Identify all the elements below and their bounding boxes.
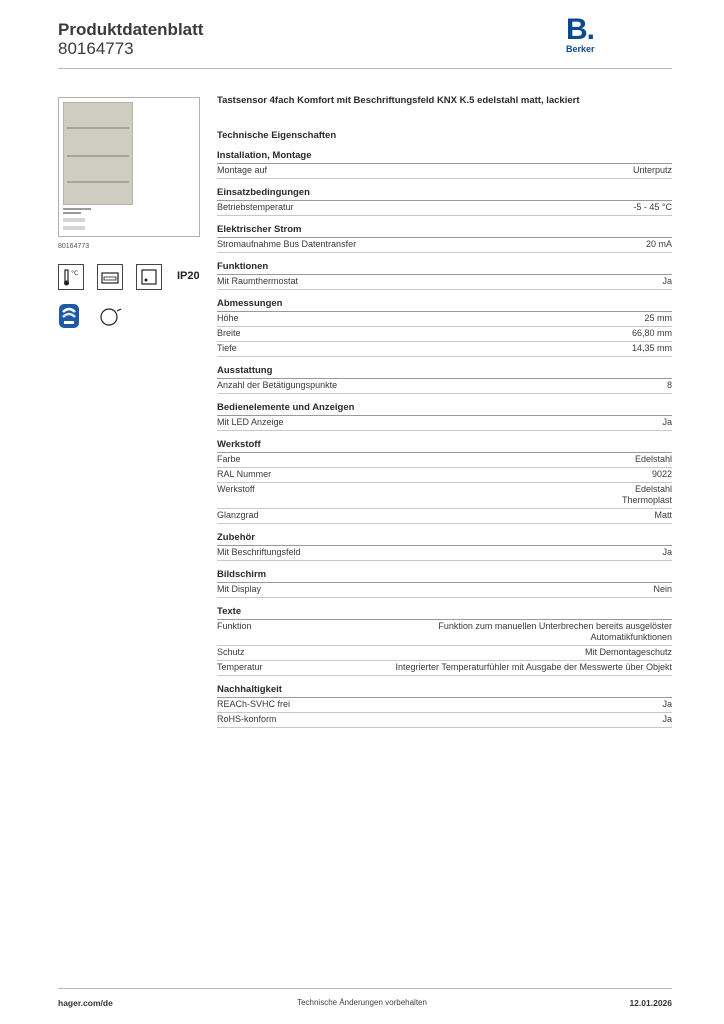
page-header-number: 80164773 — [58, 39, 134, 58]
spec-section — [217, 439, 672, 524]
footer-website-link[interactable]: hager.com/de — [58, 998, 113, 1008]
spec-value-line: 66,80 mm — [631, 328, 672, 338]
spec-value-line: Ja — [662, 276, 672, 286]
spec-section-title: Werkstoff — [217, 439, 672, 453]
spec-value-line: Ja — [662, 699, 672, 709]
spec-value-line: Edelstahl — [634, 484, 672, 494]
spec-value — [662, 714, 672, 725]
spec-key: Breite — [217, 328, 241, 338]
product-image — [58, 97, 200, 237]
spec-row — [217, 327, 672, 342]
spec-row — [217, 453, 672, 468]
spec-value-line: Ja — [662, 547, 672, 557]
spec-value — [667, 380, 672, 391]
spec-row — [217, 583, 672, 598]
spec-value-line: Edelstahl — [634, 454, 672, 464]
spec-key: Mit Raumthermostat — [217, 276, 299, 286]
header-divider — [58, 68, 672, 69]
room-sensor-icon — [136, 264, 162, 290]
spec-key: Temperatur — [217, 662, 263, 672]
spec-table — [217, 150, 672, 736]
spec-value-line: 20 mA — [645, 239, 672, 249]
spec-section — [217, 402, 672, 431]
spec-row — [217, 661, 672, 676]
spec-section — [217, 365, 672, 394]
spec-value-line: Unterputz — [632, 165, 672, 175]
spec-row — [217, 620, 672, 646]
spec-key: Tiefe — [217, 343, 237, 353]
footer-date: 12.01.2026 — [629, 998, 672, 1008]
spec-value — [396, 662, 672, 673]
spec-section — [217, 606, 672, 676]
spec-row — [217, 379, 672, 394]
product-code: 80164773 — [58, 243, 90, 250]
spec-key: Funktion — [217, 621, 252, 631]
spec-row — [217, 238, 672, 253]
spec-key: Höhe — [217, 313, 239, 323]
device-display-icon — [97, 264, 123, 290]
spec-value — [644, 313, 672, 324]
spec-value-line: Thermoplast — [621, 495, 672, 505]
logo-letter: B. — [566, 13, 594, 46]
knx-logo-icon — [58, 303, 80, 329]
spec-row — [217, 275, 672, 290]
spec-value-line: 9022 — [651, 469, 672, 479]
temperature-glyph: °C — [71, 270, 79, 277]
footer-divider — [58, 988, 672, 989]
spec-value-line: Ja — [662, 714, 672, 724]
spec-key: REACh-SVHC frei — [217, 699, 291, 709]
spec-key: RoHS-konform — [217, 714, 277, 724]
spec-section-title: Installation, Montage — [217, 150, 672, 164]
spec-row — [217, 201, 672, 216]
spec-section-title: Bedienelemente und Anzeigen — [217, 402, 672, 416]
spec-value — [585, 647, 672, 658]
spec-row — [217, 468, 672, 483]
spec-value-line: Funktion zum manuellen Unterbrechen bereits ausgelöster — [438, 621, 672, 631]
spec-value — [632, 328, 672, 339]
spec-row — [217, 509, 672, 524]
spec-section-title: Elektrischer Strom — [217, 224, 672, 238]
ip-rating: IP20 — [177, 270, 200, 282]
spec-section-title: Zubehör — [217, 532, 672, 546]
temperature-icon — [58, 264, 84, 290]
spec-key: Mit LED Anzeige — [217, 417, 284, 427]
product-name: Tastsensor 4fach Komfort mit Beschriftungsfeld KNX K.5 edelstahl matt, lackiert — [217, 95, 580, 106]
spec-value — [653, 584, 672, 595]
spec-row — [217, 546, 672, 561]
spec-section-title: Ausstattung — [217, 365, 672, 379]
rotation-icon — [97, 303, 123, 329]
footer-disclaimer: Technische Änderungen vorbehalten — [297, 998, 427, 1007]
spec-key: Mit Beschriftungsfeld — [217, 547, 301, 557]
spec-row — [217, 416, 672, 431]
logo-brand: Berker — [566, 44, 595, 54]
spec-value-line: Nein — [653, 584, 672, 594]
spec-value — [633, 165, 672, 176]
spec-section-title: Nachhaltigkeit — [217, 684, 672, 698]
spec-row — [217, 342, 672, 357]
spec-section — [217, 261, 672, 290]
spec-value-line: Matt — [654, 510, 672, 520]
spec-value — [662, 417, 672, 428]
spec-key: RAL Nummer — [217, 469, 272, 479]
spec-section-title: Abmessungen — [217, 298, 672, 312]
spec-value — [654, 510, 672, 521]
page-header-title: Produktdatenblatt — [58, 20, 204, 39]
spec-section — [217, 684, 672, 728]
spec-key: Schutz — [217, 647, 245, 657]
spec-section — [217, 150, 672, 179]
spec-key: Montage auf — [217, 165, 268, 175]
spec-value — [632, 343, 672, 354]
spec-value-line: Ja — [662, 417, 672, 427]
spec-value — [662, 276, 672, 287]
spec-value — [662, 547, 672, 558]
berker-logo — [566, 13, 606, 58]
spec-value — [622, 484, 672, 506]
spec-section-title: Bildschirm — [217, 569, 672, 583]
spec-value-line: Integrierter Temperaturfühler mit Ausgabe der Messwerte über Objekt — [395, 662, 672, 672]
spec-value-line: 14,35 mm — [631, 343, 672, 353]
spec-section — [217, 298, 672, 357]
spec-value — [646, 239, 672, 250]
spec-key: Anzahl der Betätigungspunkte — [217, 380, 338, 390]
spec-row — [217, 698, 672, 713]
spec-key: Stromaufnahme Bus Datentransfer — [217, 239, 357, 249]
spec-value — [662, 699, 672, 710]
spec-value — [635, 454, 672, 465]
spec-value-line: Automatikfunktionen — [590, 632, 672, 642]
spec-value — [438, 621, 672, 643]
spec-section-title: Funktionen — [217, 261, 672, 275]
spec-section-title: Einsatzbedingungen — [217, 187, 672, 201]
spec-value-line: 8 — [666, 380, 672, 390]
spec-value — [652, 469, 672, 480]
spec-key: Glanzgrad — [217, 510, 259, 520]
spec-row — [217, 713, 672, 728]
spec-key: Betriebstemperatur — [217, 202, 294, 212]
switch-plate — [63, 102, 133, 205]
spec-row — [217, 312, 672, 327]
spec-row — [217, 483, 672, 509]
spec-value — [633, 202, 672, 213]
spec-value-line: Mit Demontageschutz — [584, 647, 672, 657]
spec-section — [217, 187, 672, 216]
spec-key: Mit Display — [217, 584, 262, 594]
spec-section — [217, 532, 672, 561]
spec-section-title: Texte — [217, 606, 672, 620]
spec-section — [217, 224, 672, 253]
spec-row — [217, 164, 672, 179]
spec-value-line: -5 - 45 °C — [633, 202, 672, 212]
spec-row — [217, 646, 672, 661]
spec-key: Werkstoff — [217, 484, 255, 494]
spec-key: Farbe — [217, 454, 241, 464]
tech-heading: Technische Eigenschaften — [217, 130, 337, 141]
spec-value-line: 25 mm — [644, 313, 672, 323]
spec-section — [217, 569, 672, 598]
